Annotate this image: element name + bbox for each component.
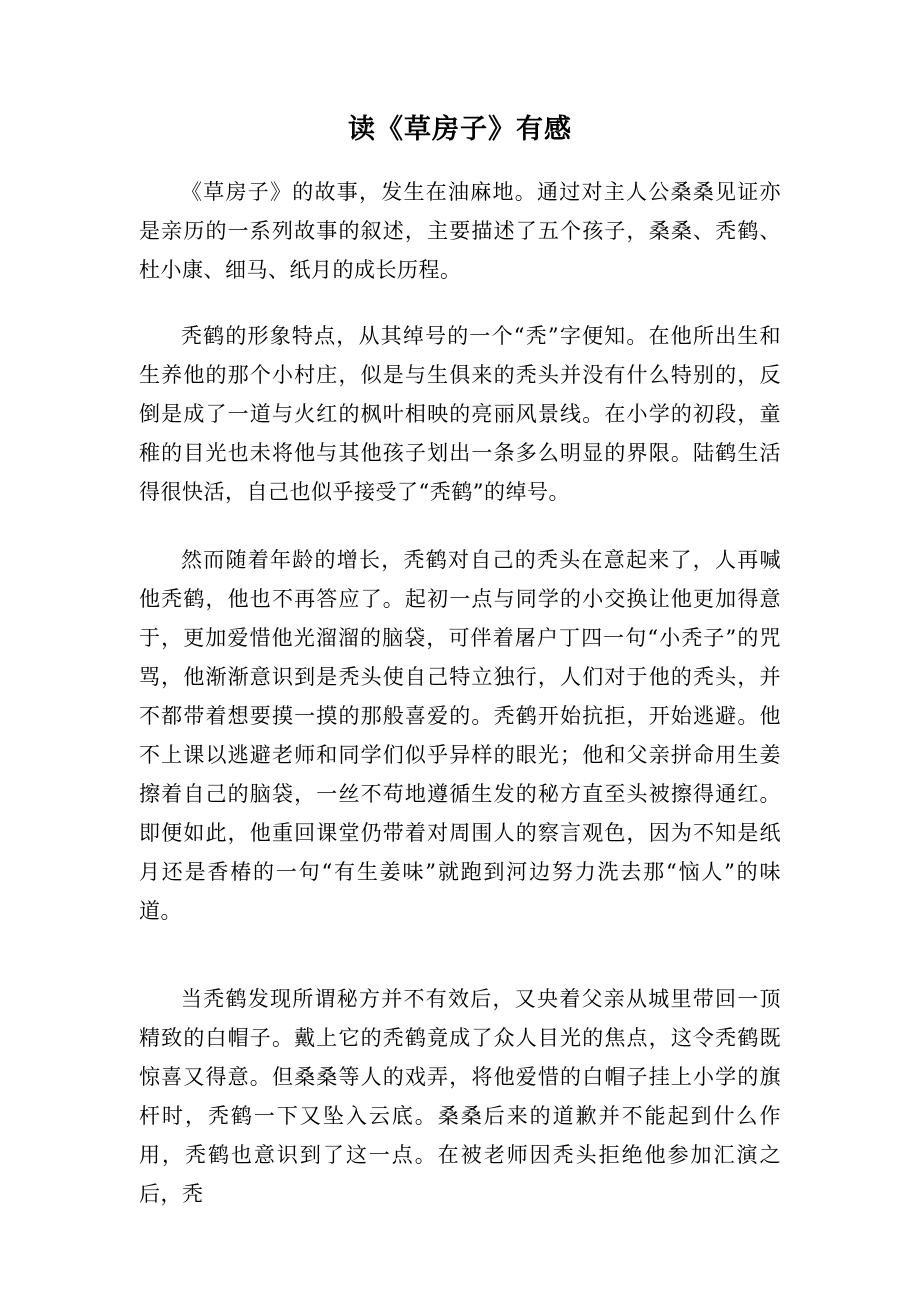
paragraph-4: 当秃鹤发现所谓秘方并不有效后，又央着父亲从城里带回一顶精致的白帽子。戴上它的秃鹤竟成了众人目光的焦点，这令秃鹤既惊喜又得意。但桑桑等人的戏弄，将他爱惜的白帽子挂上小学的旗杆时，秃鹤一下又坠入云底。桑桑后来的道歉并不能起到什么作用，秃鹤也意识到了这一点。在被老师因秃头拒绝他参加汇演之后，秃: [139, 987, 781, 1206]
document-title: 读《草房子》有感: [348, 114, 572, 145]
paragraph-1: 《草房子》的故事，发生在油麻地。通过对主人公桑桑见证亦是亲历的一系列故事的叙述，主要描述了五个孩子，桑桑、秃鹤、杜小康、细马、纸月的成长历程。: [139, 180, 781, 282]
paragraph-3: 然而随着年龄的增长，秃鹤对自己的秃头在意起来了，人再喊他秃鹤，他也不再答应了。起初一点与同学的小交换让他更加得意于，更加爱惜他光溜溜的脑袋，可伴着屠户丁四一句“小秃子”的咒骂，他渐渐意识到是秃头使自己特立独行，人们对于他的秃头，并不都带着想要摸一摸的那般喜爱的。秃鹤开始抗拒，开始逃避。他不上课以逃避老师和同学们似乎异样的眼光；他和父亲拼命用生姜擦着自己的脑袋，一丝不苟地遵循生发的秘方直至头被擦得通红。即便如此，他重回课堂仍带着对周围人的察言观色，因为不知是纸月还是香椿的一句“有生姜味”就跑到河边努力洗去那“恼人”的味道。: [139, 548, 781, 923]
paragraph-2: 秃鹤的形象特点，从其绰号的一个“秃”字便知。在他所出生和生养他的那个小村庄，似是与生俱来的秃头并没有什么特别的，反倒是成了一道与火红的枫叶相映的亮丽风景线。在小学的初段，童稚的目光也未将他与其他孩子划出一条多么明显的界限。陆鹤生活得很快活，自己也似乎接受了“秃鹤”的绰号。: [139, 324, 781, 504]
